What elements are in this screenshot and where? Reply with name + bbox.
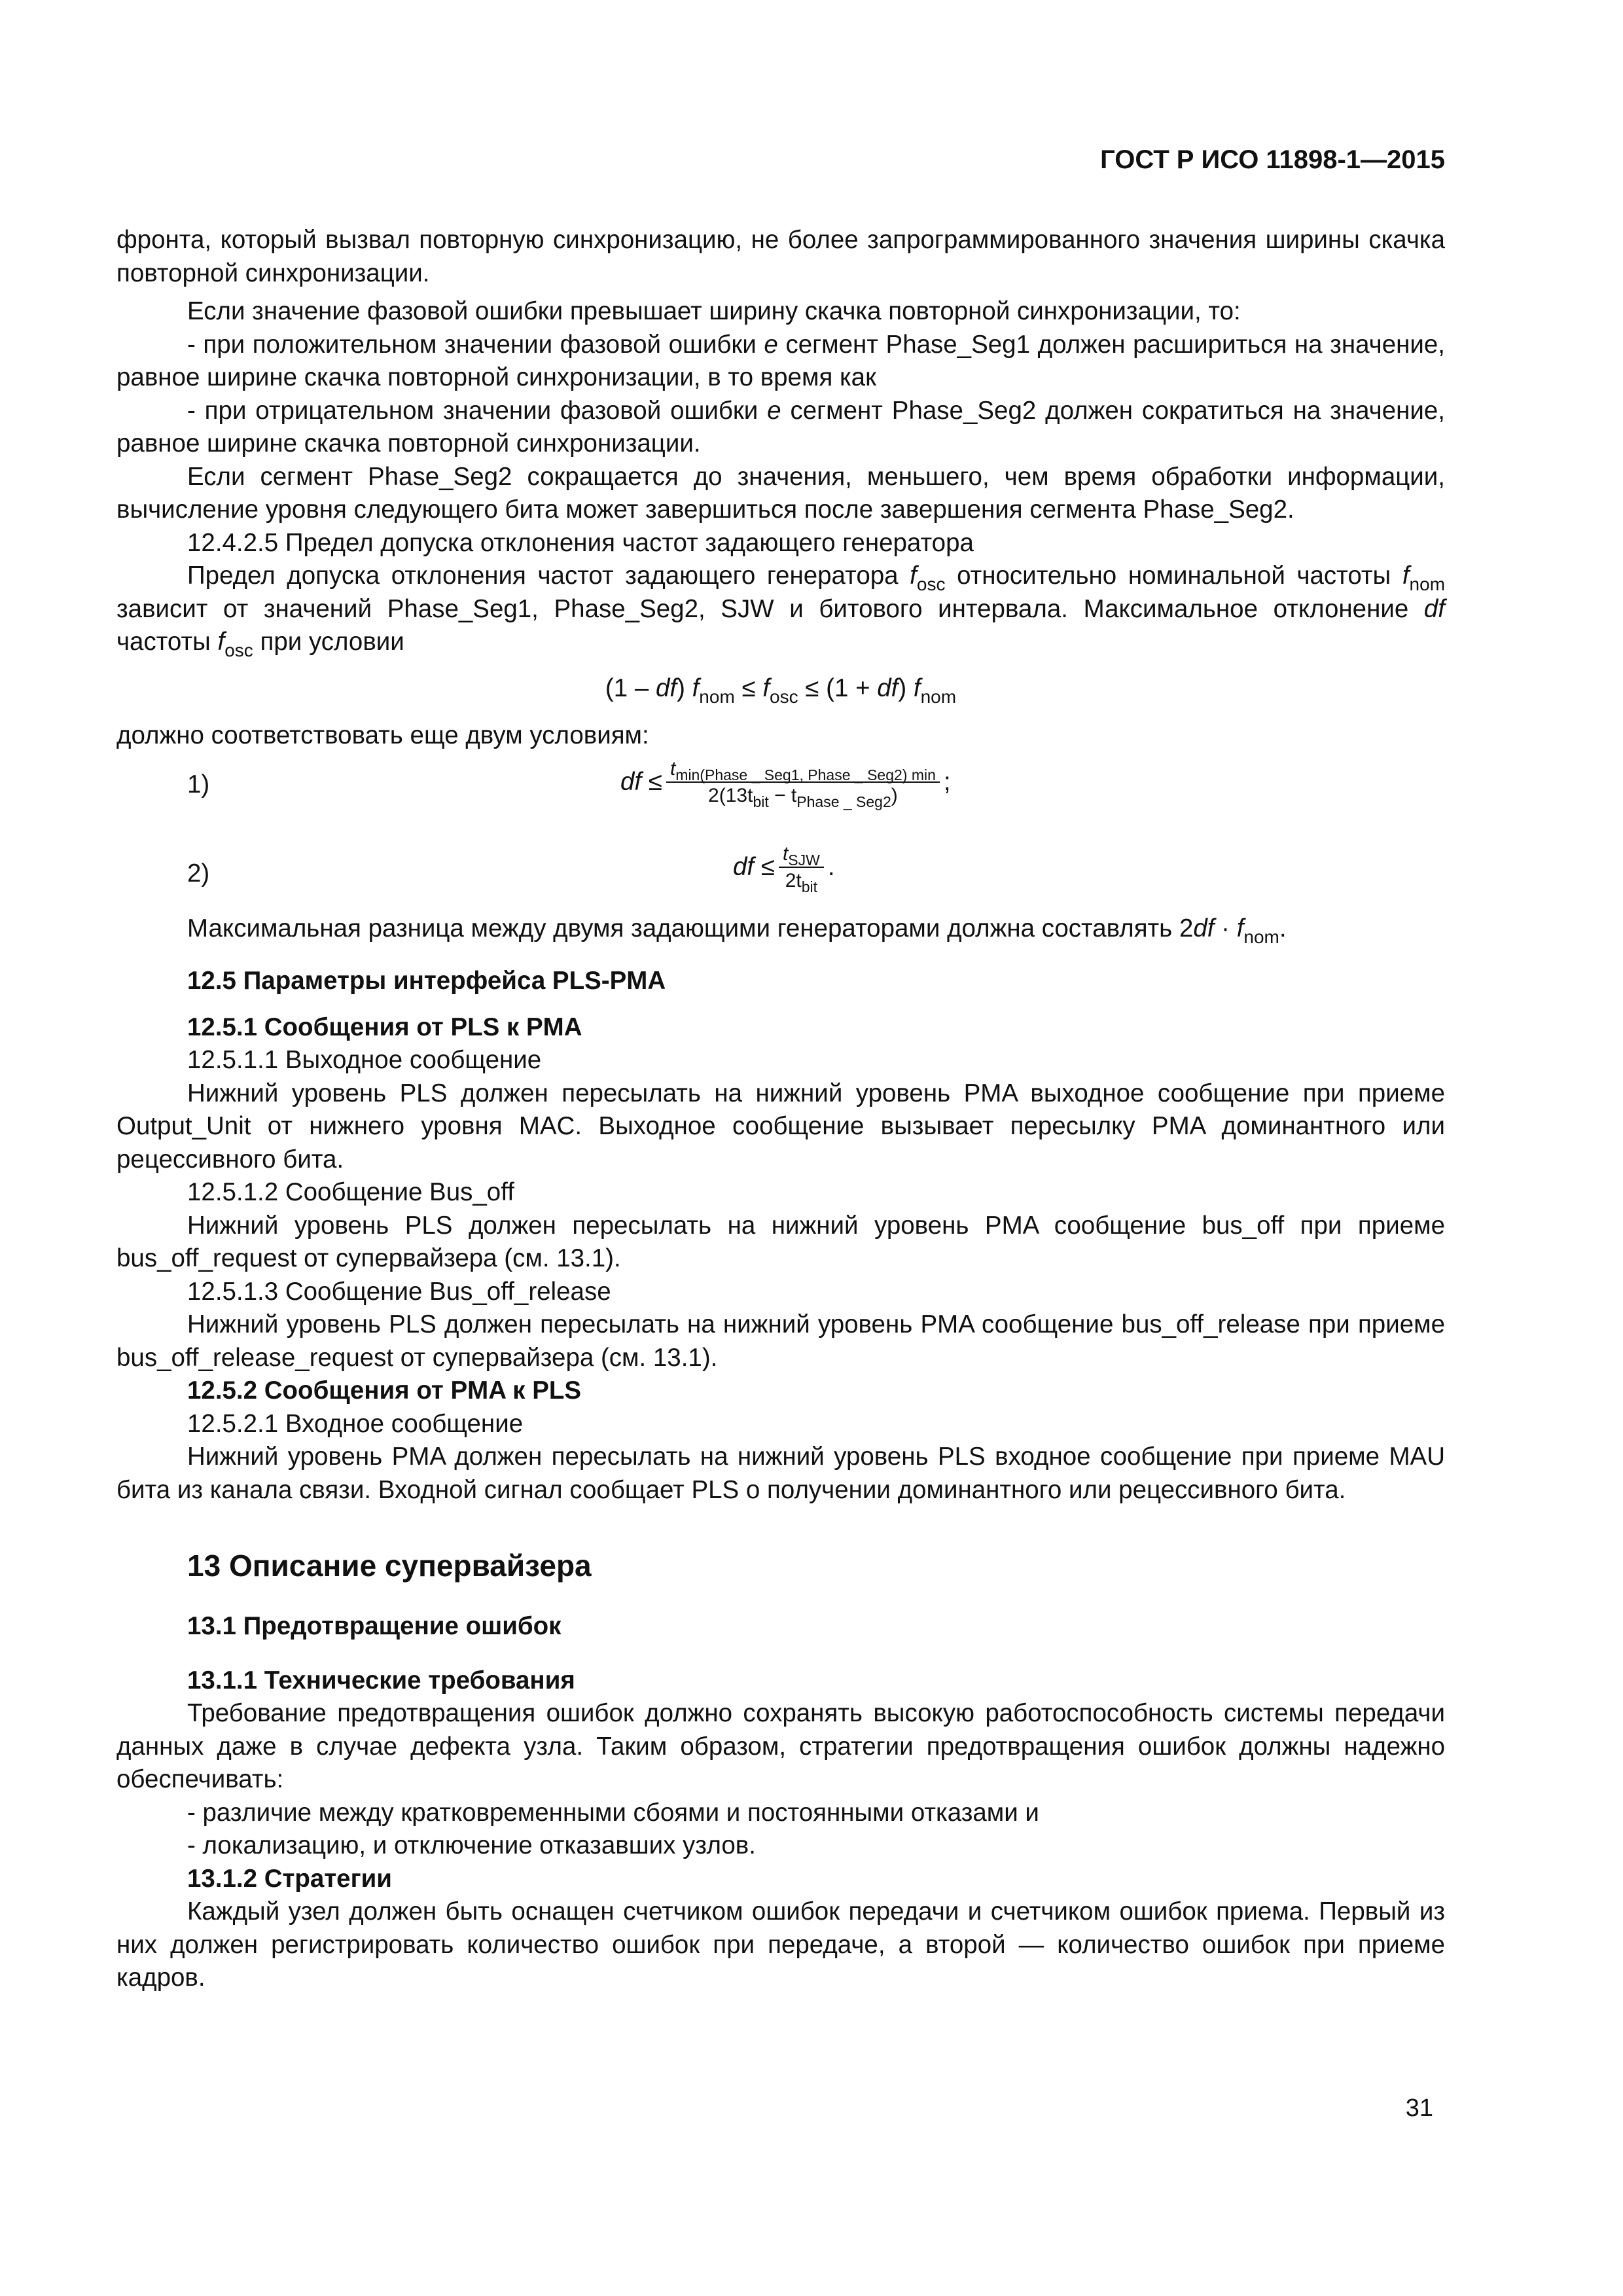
document-body — [116, 224, 1445, 1995]
paragraph: Нижний уровень PLS должен пересылать на нижний уровень PMA сообщение bus_off при приеме bus_off_request от супервайзера (см. 13.1). — [116, 1211, 1445, 1272]
document-header: ГОСТ Р ИСО 11898-1—2015 — [1100, 145, 1445, 174]
formula: df ≤ $\frac{t_{SJW}}{2t_{bit}}$ . — [733, 842, 835, 895]
condition-number: 2) — [187, 859, 210, 888]
page-number: 31 — [1405, 2094, 1433, 2122]
condition-2-formula — [116, 842, 1445, 912]
section-heading: 12.4.2.5 Предел допуска отклонения частот задающего генератора — [187, 528, 974, 557]
paragraph: Каждый узел должен быть оснащен счетчиком ошибок передачи и счетчиком ошибок приема. Первый из них должен регистрировать количество ошибок при передаче, а второй — количество ошибок при приеме кадров. — [116, 1897, 1445, 1992]
section-heading: 12.5 Параметры интерфейса PLS-PMA — [187, 967, 666, 995]
denominator: $2t_{bit}$ — [785, 869, 818, 895]
paragraph: Нижний уровень PLS должен пересылать на нижний уровень PMA сообщение bus_off_release при приеме bus_off_release_request от супервайзера (см. 13.1). — [116, 1310, 1445, 1372]
list-item: - различие между кратковременными сбоями и постоянными отказами и — [187, 1798, 1039, 1827]
section-heading: 13.1.1 Технические требования — [187, 1666, 575, 1695]
paragraph: - при положительном значении фазовой ошибки e сегмент Phase_Seg1 должен расшириться на значение, равное ширине скачка повторной синхронизации, в то время как — [116, 330, 1445, 391]
paragraph: фронта, который вызвал повторную синхронизацию, не более запрограммированного значения ширины скачка повторной синхронизации. — [116, 226, 1445, 287]
paragraph: Если сегмент Phase_Seg2 сокращается до значения, меньшего, чем время обработки информации, вычисление уровня следующего бита может завершиться после завершения сегмента Phase_Seg2. — [116, 462, 1445, 524]
section-heading: 13.1 Предотвращение ошибок — [187, 1612, 562, 1640]
chapter-heading: 13 Описание супервайзера — [187, 1549, 592, 1583]
section-heading: 13.1.2 Стратегии — [187, 1864, 392, 1893]
paragraph: Требование предотвращения ошибок должно сохранять высокую работоспособность системы передачи данных даже в случае дефекта узла. Таким образом, стратегии предотвращения ошибок должны надежно обеспечивать: — [116, 1699, 1445, 1793]
section-heading: 12.5.1 Сообщения от PLS к PMA — [187, 1013, 582, 1041]
fraction — [779, 842, 824, 894]
paragraph: должно соответствовать еще двум условиям: — [116, 721, 649, 749]
numerator: $t_{SJW}$ — [779, 842, 824, 868]
paragraph: Предел допуска отклонения частот задающего генератора $f_{osc}$ относительно номинальной частоты $f_{nom}$ зависит от значений Phase_Seg1, Phase_Seg2, SJW и битового интервала. Максимальное отклонение df частоты $f_{osc}$ при условии — [116, 562, 1446, 660]
paragraph: - при отрицательном значении фазовой ошибки e сегмент Phase_Seg2 должен сократиться на значение, равное ширине скачка повторной синхронизации. — [116, 396, 1445, 457]
denominator: $2(13t_{bit} - t_{Phase \_ Seg2})$ — [708, 784, 898, 810]
condition-number: 1) — [187, 770, 210, 798]
subsection-heading: 12.5.1.2 Сообщение Bus_off — [187, 1178, 514, 1206]
formula: df ≤ $\frac{t_{min(Phase \_ Seg1, Phase \_ Seg2) min}}{2(13t_{bit} - t_{Phase \_ Seg2})}$ ; — [620, 757, 951, 810]
fraction — [666, 757, 940, 809]
subsection-heading: 12.5.1.3 Сообщение Bus_off_release — [187, 1277, 611, 1306]
paragraph: Нижний уровень PMA должен пересылать на нижний уровень PLS входное сообщение при приеме MAU бита из канала связи. Входной сигнал сообщает PLS о получении доминантного или рецессивного бита. — [116, 1443, 1445, 1504]
paragraph: Нижний уровень PLS должен пересылать на нижний уровень PMA выходное сообщение при приеме Output_Unit от нижнего уровня MAC. Выходное сообщение вызывает пересылку PMA доминантного или рецессивного бита. — [116, 1079, 1445, 1174]
paragraph: Максимальная разница между двумя задающими генераторами должна составлять $2df \cdot f_{nom}$. — [187, 914, 1287, 947]
numerator: $t_{min(Phase \_ Seg1, Phase \_ Seg2) min}$ — [666, 757, 940, 783]
list-item: - локализацию, и отключение отказавших узлов. — [187, 1831, 756, 1859]
paragraph: Если значение фазовой ошибки превышает ширину скачка повторной синхронизации, то: — [187, 297, 1241, 325]
subsection-heading: 12.5.1.1 Выходное сообщение — [187, 1046, 542, 1074]
subsection-heading: 12.5.2.1 Входное сообщение — [187, 1409, 524, 1438]
main-equation: (1 – df) $f_{nom} \le f_{osc} \le (1 + df)$ $f_{nom}$ — [605, 673, 957, 707]
section-heading: 12.5.2 Сообщения от PMA к PLS — [187, 1376, 582, 1405]
condition-1-formula — [116, 753, 1445, 842]
